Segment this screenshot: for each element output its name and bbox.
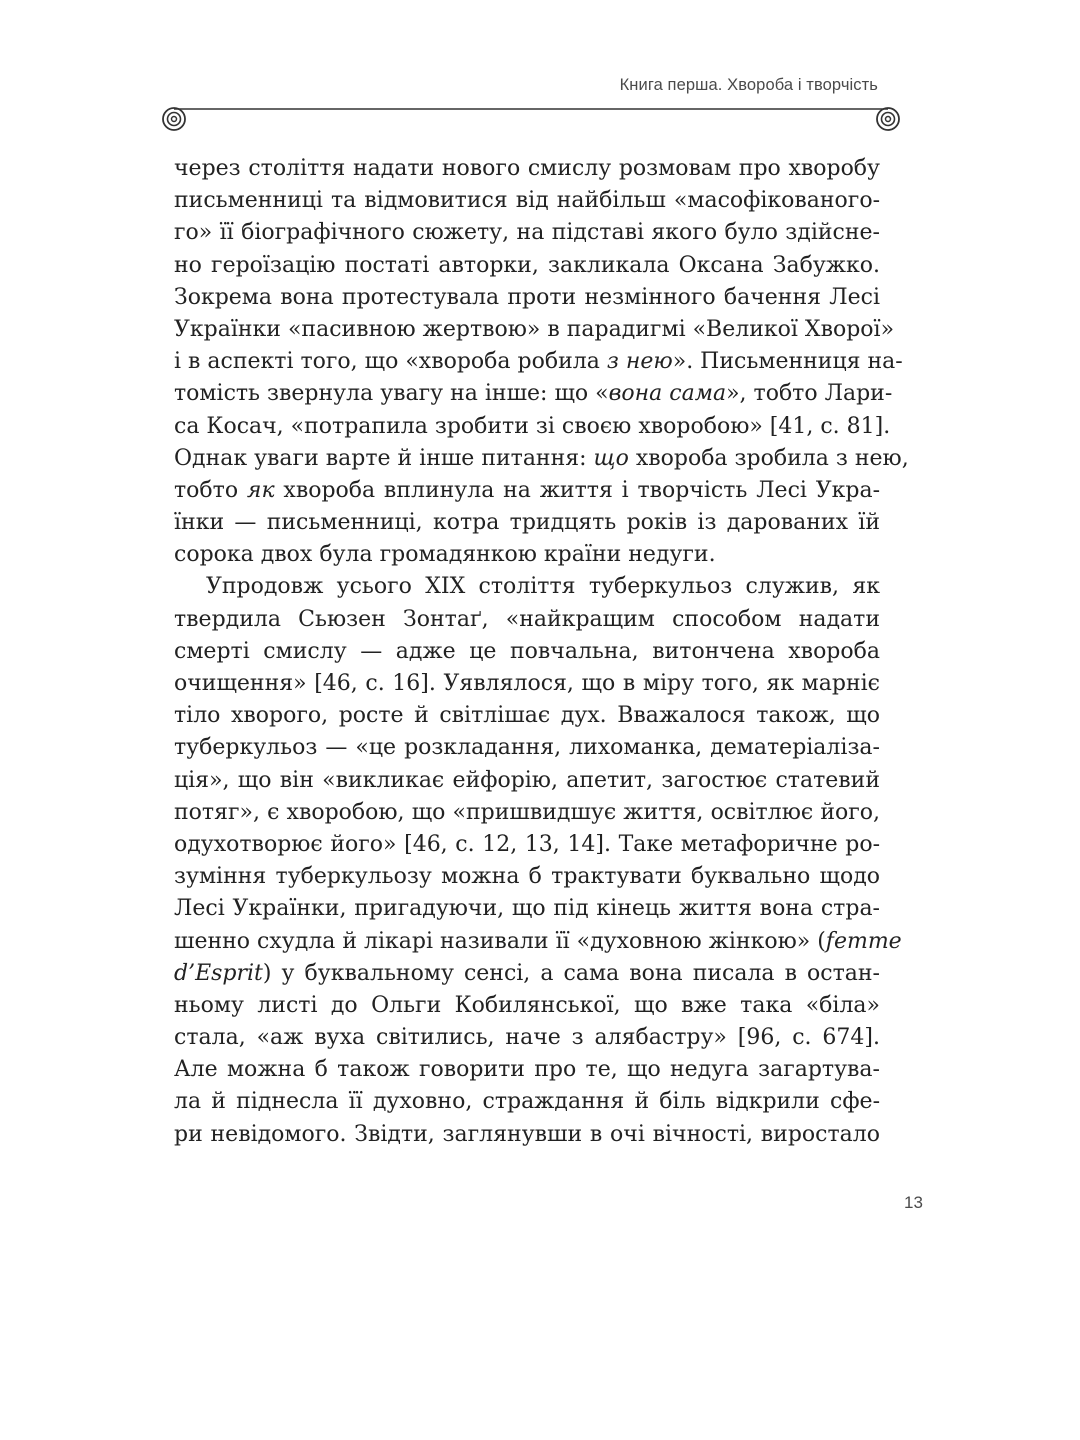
text-line [174,668,880,700]
text-run: Упродовж усього XIX століття туберкульоз служив, як [206,574,880,600]
text-run: очищення» [46, с. 16]. Уявлялося, що в міру того, як марніє [174,671,880,696]
text-run: но героїзацію постаті авторки, закликала Оксана Забужко. [174,252,880,278]
text-run: і в аспекті того, що «хвороба робила [174,349,607,375]
text-line [174,829,880,861]
text-run: ». Письменниця на- [672,349,903,375]
text-line [174,1119,880,1151]
text-run: хвороба зробила з нею, [628,445,909,471]
text-line [174,797,880,829]
text-run: тіло хворого, росте й світлішає дух. Вважалося також, що [174,703,880,729]
italic-text: вона сама [608,381,727,407]
text-line [174,926,902,958]
text-run: їнки — письменниці, котра тридцять років із дарованих їй [174,510,880,536]
text-line [174,990,880,1022]
body-text [174,153,909,1151]
text-run: одухотворює його» [46, с. 12, 13, 14]. Таке метафоричне ро- [174,831,880,857]
text-line [174,539,880,571]
text-run: са Косач, «потрапила зробити зі своєю хворобою» [41, с. 81]. [174,413,891,439]
text-line [174,700,880,732]
text-line [174,893,880,925]
italic-text: з нею [606,349,673,375]
right-spiral-ornament-icon [877,108,899,130]
text-line [174,958,880,990]
page-number: 13 [904,1193,923,1212]
running-head-title: Книга перша. Хвороба і творчість [619,76,878,94]
text-run: ) у буквальному сенсі, а сама вона писала в остан- [262,960,880,986]
text-line [174,1086,880,1118]
text-run: Але можна б також говорити про те, що недуга загартува- [174,1057,880,1083]
italic-text: що [593,445,629,471]
text-line [174,765,880,797]
text-line [174,346,903,378]
text-line [174,861,880,893]
text-line [174,443,909,475]
text-line [174,507,880,539]
left-spiral-ornament-icon [163,108,185,130]
text-line [174,378,893,410]
text-run: Зокрема вона протестувала проти незмінного бачення Лесі [174,284,880,310]
italic-text: femme [825,928,902,954]
text-line [174,1022,880,1054]
text-run: твердила Сьюзен Зонтаґ, «найкращим способом надати [174,606,880,632]
italic-text: як [246,477,275,503]
text-line [174,185,880,217]
text-line [174,217,880,249]
text-run: хвороба вплинула на життя і творчість Лесі Укра- [274,477,881,503]
text-run: шенно схудла й лікарі називали її «духовною жінкою» ( [174,928,826,954]
text-run: через століття надати нового смислу розмовам про хворобу [174,156,880,181]
text-run: Лесі Українки, пригадуючи, що під кінець життя вона стра- [174,896,880,922]
text-run: Однак уваги варте й інше питання: [174,445,594,471]
text-run: потяг», є хворобою, що «пришвидшує життя, освітлює його, [174,799,880,825]
text-line [174,250,880,282]
text-line [174,571,880,603]
text-run: сорока двох була громадянкою країни недуги. [174,542,716,568]
italic-text: d’Esprit [174,960,263,986]
text-line [174,411,891,443]
text-run: ція», що він «викликає ейфорію, апетит, загостює статевий [174,767,880,793]
text-run: зуміння туберкульозу можна б трактувати буквально щодо [174,864,880,890]
text-run: ри невідомого. Звідти, заглянувши в очі вічності, виростало [174,1121,880,1147]
text-run: томість звернула увагу на інше: що « [174,381,609,407]
text-run: ньому листі до Ольги Кобилянської, що вже така «біла» [174,992,880,1018]
text-line [174,1054,880,1086]
text-line [174,282,880,314]
text-run: письменниці та відмовитися від найбільш «масофікованого- [174,188,880,214]
text-run: ла й піднесла її духовно, страждання й біль відкрили сфе- [174,1089,880,1115]
text-run: тобто [174,477,247,503]
text-run: Українки «пасивною жертвою» в парадигмі «Великої Хворої» [174,316,895,342]
text-line [174,732,880,764]
text-run: смерті смислу — адже це повчальна, витончена хвороба [174,638,880,664]
text-line [174,153,880,185]
text-run: туберкульоз — «це розкладання, лихоманка, дематеріаліза- [174,735,880,761]
text-line [174,604,880,636]
text-line [174,475,880,507]
text-run: стала, «аж вуха світились, наче з алябастру» [96, с. 674]. [174,1025,880,1051]
text-line [174,636,880,668]
text-line [174,314,895,346]
text-run: го» її біографічного сюжету, на підставі якого було здійсне- [174,220,880,246]
text-run: », тобто Лари- [726,381,893,407]
header-rule [160,103,902,135]
